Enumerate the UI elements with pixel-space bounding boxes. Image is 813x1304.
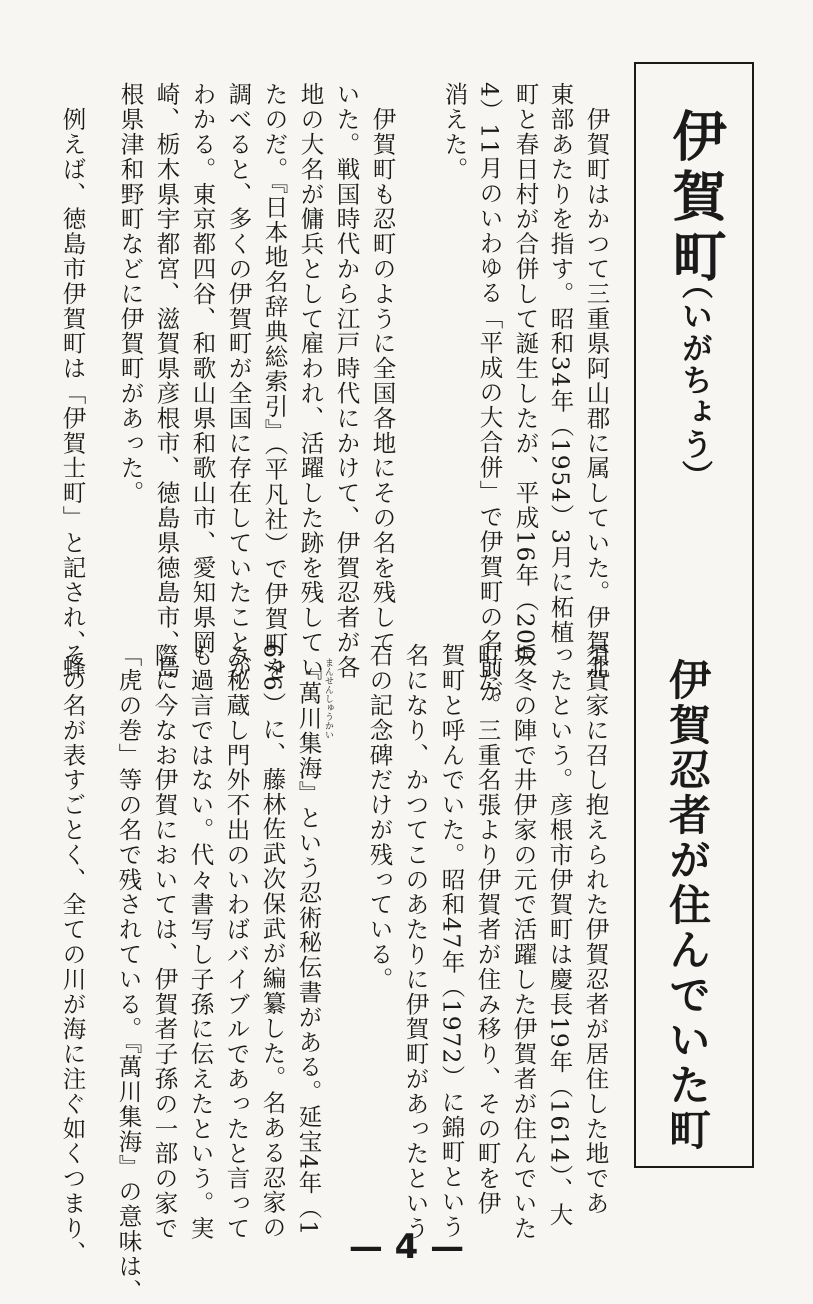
text-column: 「虎の巻」等の名で残されている。『萬川集海』の意味は、	[114, 643, 143, 1304]
title-reading: （いがちょう）	[676, 268, 712, 492]
text-column: 崎、栃木県宇都宮、滋賀県彦根市、徳島県徳島市、島	[152, 82, 181, 680]
text-column: わかる。東京都四谷、和歌山県和歌山市、愛知県岡	[188, 82, 217, 655]
text-column: 676）に、藤林佐武次保武が編纂した。名ある忍家の	[258, 643, 287, 1240]
ruby-annotation: まんせんしゅうかい	[323, 658, 333, 739]
text-column: 伊賀町はかつて三重県阿山郡に属していた。伊賀北	[582, 82, 611, 680]
text-column: 石の記念碑だけが残っている。	[365, 643, 394, 992]
text-column: いた。戦国時代から江戸時代にかけて、伊賀忍者が各	[332, 82, 361, 680]
text-column: 際に今なお伊賀においては、伊賀者子孫の一部の家で	[150, 643, 179, 1241]
text-column: 名になり、かつてこのあたりに伊賀町があったという	[401, 643, 430, 1241]
page-title: 伊賀町	[664, 108, 727, 288]
text-column: 伊賀町も忍町のように全国各地にその名を残して	[368, 82, 397, 655]
text-column: み秘蔵し門外不出のいわばバイブルであったと言って	[222, 643, 251, 1241]
text-column: 町だ。三重名張より伊賀者が住み移り、その町を伊	[473, 643, 502, 1216]
text-column: ったという。彦根市伊賀町は慶長19年（1614）、大	[545, 643, 574, 1228]
text-column: その名が表すごとく、全ての川が海に注ぐ如くつまり、	[58, 643, 87, 1266]
text-column: 4）11月のいわゆる「平成の大合併」で伊賀町の名前が	[475, 82, 504, 704]
text-column: 消えた。	[440, 82, 469, 182]
text-column: 賀町と呼んでいた。昭和47年（1972）に錦町という	[437, 643, 466, 1240]
text-column: 調べると、多くの伊賀町が全国に存在していたことが	[224, 82, 253, 680]
text-column: 坂冬の陣で井伊家の元で活躍した伊賀者が住んでいた	[509, 643, 538, 1241]
section-subtitle: 伊賀忍者が住んでいた町	[663, 658, 712, 1153]
text-column: たのだ。『日本地名辞典総索引』（平凡社）で伊賀町を	[260, 82, 289, 681]
text-column: も過言ではない。代々書写し子孫に伝えたという。実	[186, 643, 215, 1241]
page-number: — 4 —	[348, 1227, 465, 1267]
text-column: 町と春日村が合併して誕生したが、平成16年（200	[511, 82, 540, 662]
text-column: 東部あたりを指す。昭和34年（1954）3月に柘植	[546, 82, 575, 645]
text-column: 例えば、徳島市伊賀町は「伊賀士町」と記され、蜂	[58, 82, 87, 680]
text-column: 地の大名が傭兵として雇われ、活躍した跡を残してい	[296, 82, 325, 680]
text-column: 『萬川集海』という忍術秘伝書がある。延宝4年（1	[294, 643, 323, 1237]
text-column: 須賀家に召し抱えられた伊賀忍者が居住した地であ	[581, 643, 610, 1216]
text-column: 根県津和野町などに伊賀町があった。	[116, 82, 145, 506]
